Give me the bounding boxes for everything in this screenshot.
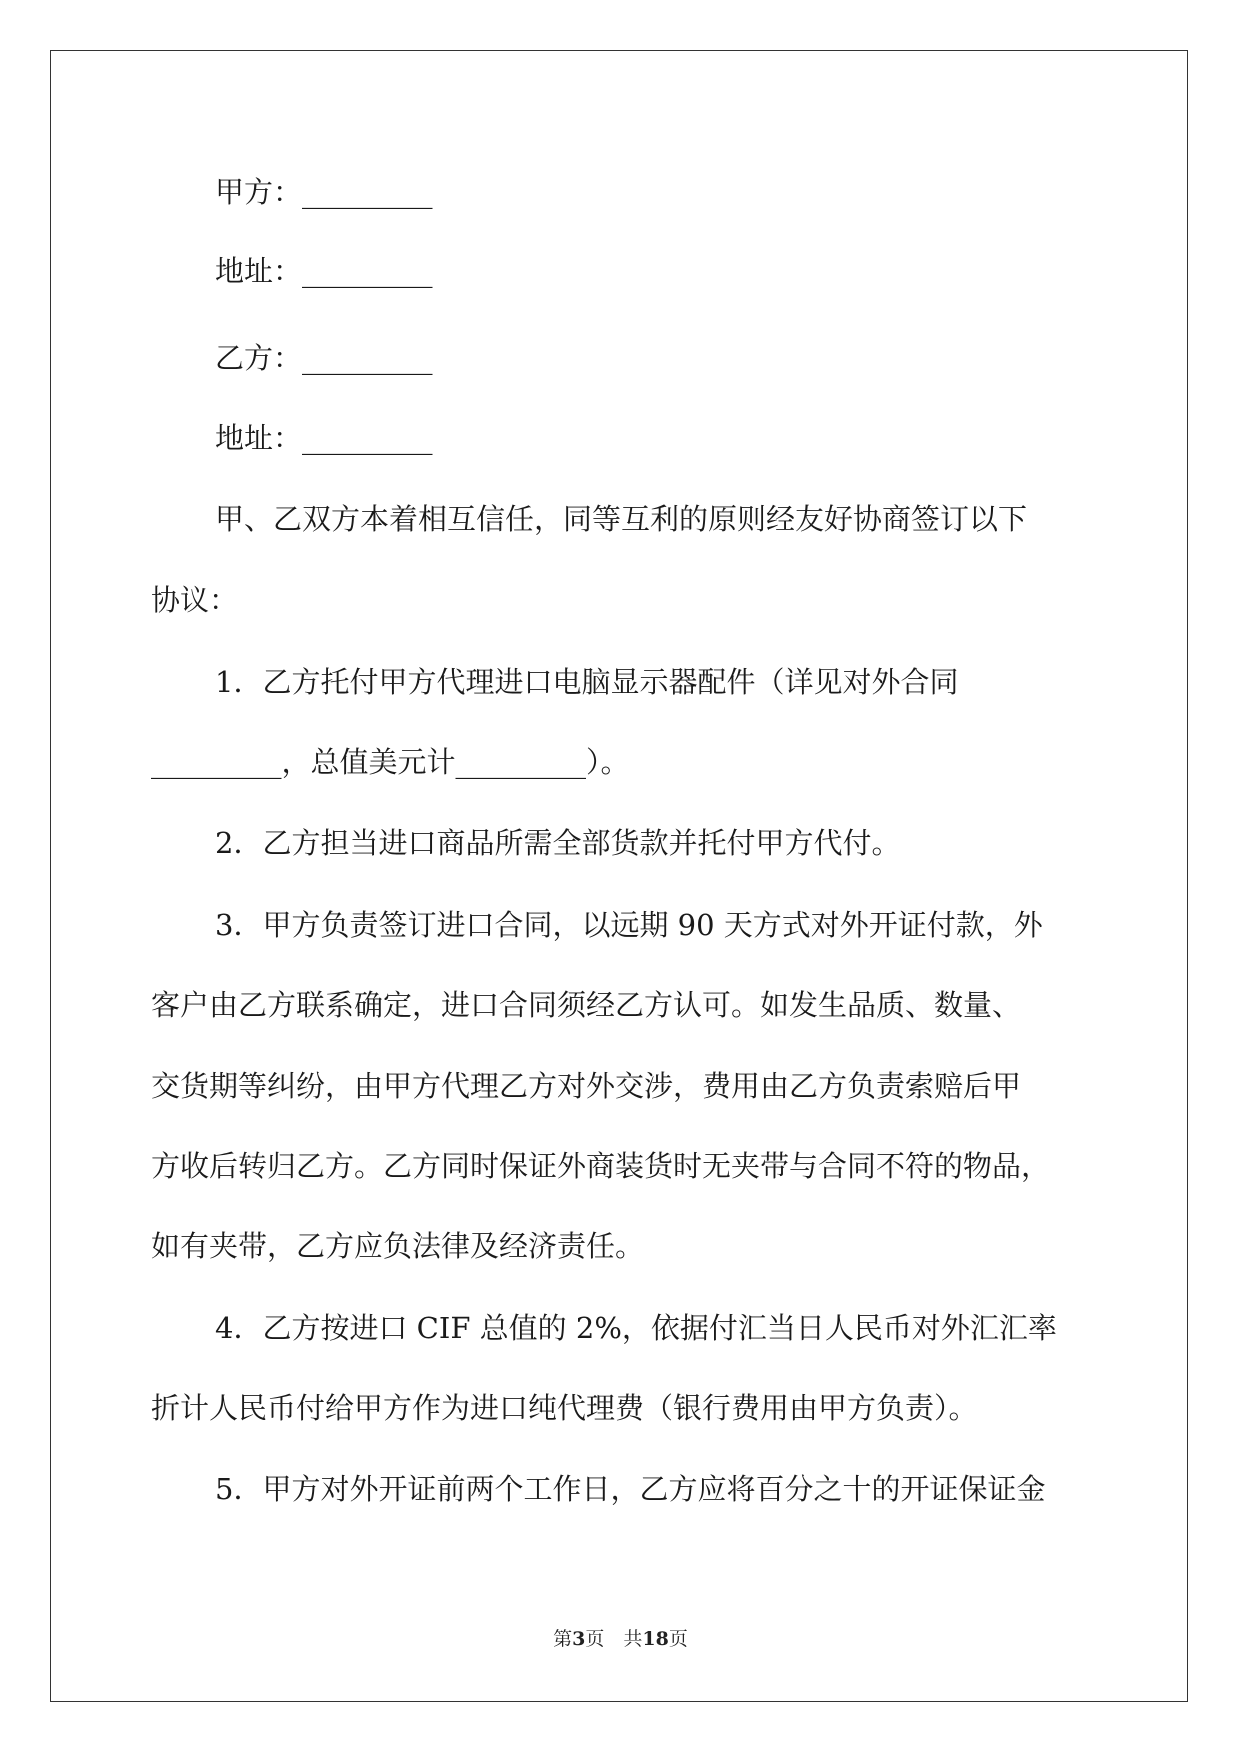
clause-2-line-1: 2．乙方担当进口商品所需全部货款并托付甲方代付。 (215, 826, 901, 860)
footer-prefix: 第 (553, 1628, 573, 1650)
address-a-label: 地址： (215, 254, 303, 288)
clause-1-line-1: 1．乙方托付甲方代理进口电脑显示器配件（详见对外合同 (215, 665, 959, 699)
address-b-label: 地址： (215, 421, 303, 455)
address-a-line (215, 251, 433, 291)
footer-suffix: 页 (668, 1628, 688, 1650)
footer-mid: 页 共 (585, 1628, 643, 1650)
address-a-blank[interactable]: _________ (302, 254, 433, 288)
page-border (50, 50, 1188, 1702)
footer-page-number: 3 (572, 1628, 586, 1650)
party-b-label: 乙方： (215, 341, 303, 375)
clause-3-line-4: 方收后转归乙方。乙方同时保证外商装货时无夹带与合同不符的物品， (151, 1149, 1051, 1183)
address-b-blank[interactable]: _________ (302, 421, 433, 455)
intro-line-1: 甲、乙双方本着相互信任，同等互利的原则经友好协商签订以下 (215, 502, 1028, 536)
party-a-line (215, 172, 433, 212)
clause-4-line-1: 4．乙方按进口 CIF 总值的 2%，依据付汇当日人民币对外汇汇率 (215, 1311, 1057, 1345)
clause-5-line-1: 5．甲方对外开证前两个工作日，乙方应将百分之十的开证保证金 (215, 1472, 1046, 1506)
party-b-line (215, 338, 433, 378)
footer-total-pages: 18 (642, 1628, 669, 1650)
party-b-blank[interactable]: _________ (302, 341, 433, 375)
page-footer (0, 1624, 1241, 1651)
intro-line-2: 协议： (151, 583, 239, 617)
clause-3-line-2: 客户由乙方联系确定，进口合同须经乙方认可。如发生品质、数量、 (151, 988, 1022, 1022)
clause-4-line-2: 折计人民币付给甲方作为进口纯代理费（银行费用由甲方负责）。 (151, 1391, 978, 1425)
party-a-blank[interactable]: _________ (302, 175, 433, 209)
clause-3-line-3: 交货期等纠纷，由甲方代理乙方对外交涉，费用由乙方负责索赔后甲 (151, 1069, 1022, 1103)
clause-3-line-1: 3．甲方负责签订进口合同，以远期 90 天方式对外开证付款，外 (215, 908, 1043, 942)
clause-3-line-5: 如有夹带，乙方应负法律及经济责任。 (151, 1229, 645, 1263)
clause-1-line-2: _________，总值美元计_________）。 (151, 745, 630, 779)
party-a-label: 甲方： (215, 175, 303, 209)
address-b-line (215, 418, 433, 458)
